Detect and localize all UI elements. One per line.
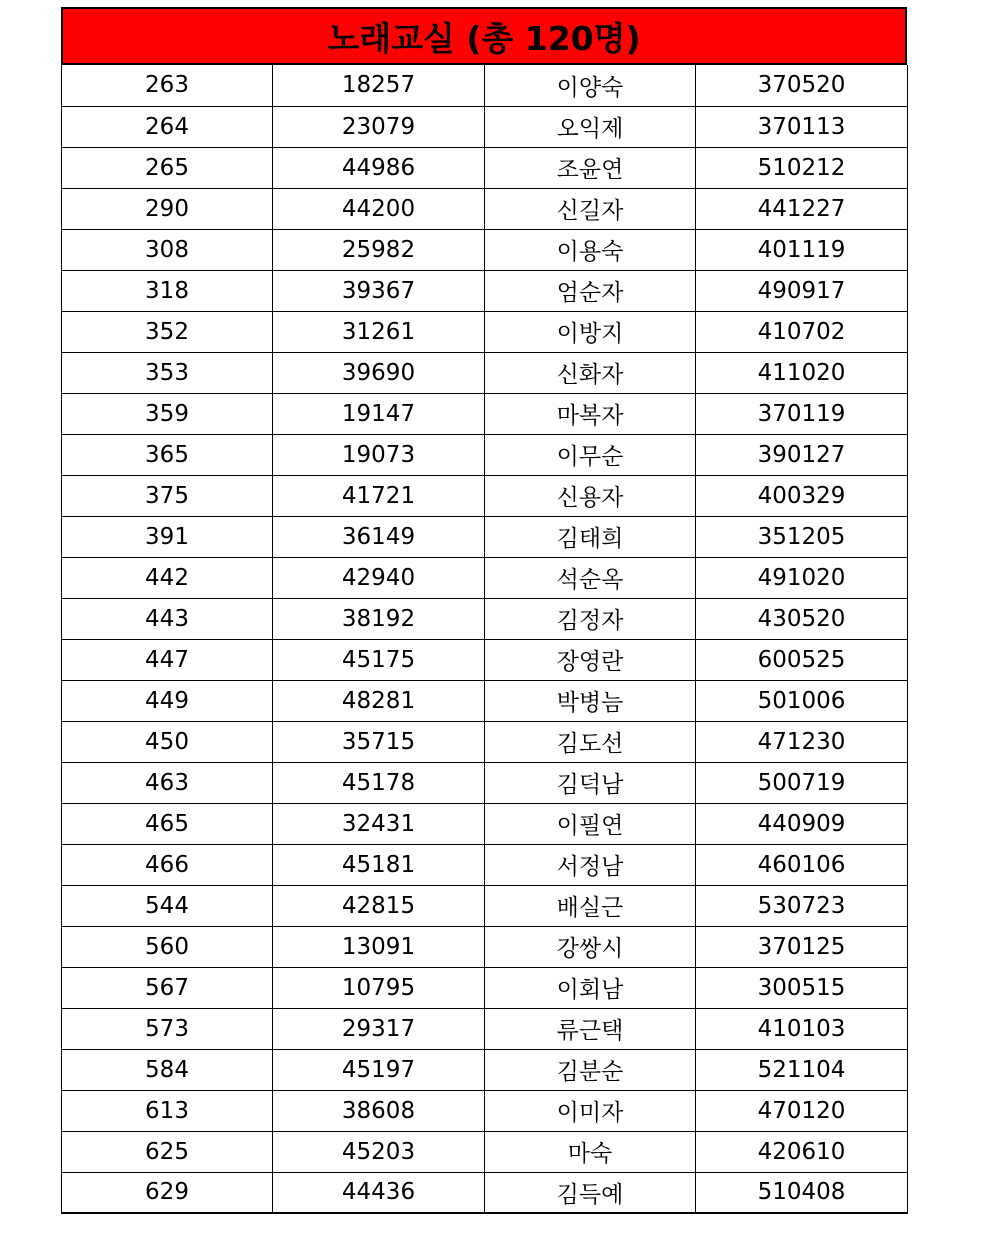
- id-number-cell: 48281: [273, 680, 485, 721]
- id-number-cell: 35715: [273, 721, 485, 762]
- id-number-cell: 10795: [273, 967, 485, 1008]
- member-name-cell: 강쌍시: [485, 926, 696, 967]
- id-number-cell: 42940: [273, 557, 485, 598]
- table-row: [62, 270, 908, 311]
- member-number-cell: 263: [62, 65, 273, 106]
- birth-date-cell: 490917: [696, 270, 908, 311]
- member-name-cell: 박병늠: [485, 680, 696, 721]
- roster-body: [62, 65, 908, 1213]
- id-number-cell: 45181: [273, 844, 485, 885]
- member-name-cell: 김분순: [485, 1049, 696, 1090]
- member-number-cell: 573: [62, 1008, 273, 1049]
- table-row: [62, 557, 908, 598]
- member-name-cell: 김득예: [485, 1172, 696, 1213]
- birth-date-cell: 470120: [696, 1090, 908, 1131]
- member-name-cell: 석순옥: [485, 557, 696, 598]
- birth-date-cell: 410702: [696, 311, 908, 352]
- id-number-cell: 39690: [273, 352, 485, 393]
- table-row: [62, 516, 908, 557]
- birth-date-cell: 370125: [696, 926, 908, 967]
- birth-date-cell: 400329: [696, 475, 908, 516]
- birth-date-cell: 370119: [696, 393, 908, 434]
- member-name-cell: 김정자: [485, 598, 696, 639]
- member-name-cell: 신길자: [485, 188, 696, 229]
- member-number-cell: 463: [62, 762, 273, 803]
- member-name-cell: 이미자: [485, 1090, 696, 1131]
- table-row: [62, 393, 908, 434]
- id-number-cell: 42815: [273, 885, 485, 926]
- birth-date-cell: 420610: [696, 1131, 908, 1172]
- id-number-cell: 29317: [273, 1008, 485, 1049]
- id-number-cell: 39367: [273, 270, 485, 311]
- roster-sheet: [61, 7, 907, 1214]
- id-number-cell: 18257: [273, 65, 485, 106]
- member-name-cell: 김태희: [485, 516, 696, 557]
- member-number-cell: 613: [62, 1090, 273, 1131]
- table-row: [62, 1172, 908, 1213]
- birth-date-cell: 500719: [696, 762, 908, 803]
- birth-date-cell: 530723: [696, 885, 908, 926]
- id-number-cell: 19147: [273, 393, 485, 434]
- member-name-cell: 신화자: [485, 352, 696, 393]
- sheet-title: 노래교실 (총 120명): [61, 7, 907, 65]
- member-name-cell: 엄순자: [485, 270, 696, 311]
- id-number-cell: 44200: [273, 188, 485, 229]
- member-number-cell: 450: [62, 721, 273, 762]
- birth-date-cell: 410103: [696, 1008, 908, 1049]
- member-number-cell: 359: [62, 393, 273, 434]
- member-number-cell: 352: [62, 311, 273, 352]
- table-row: [62, 188, 908, 229]
- id-number-cell: 45178: [273, 762, 485, 803]
- member-number-cell: 353: [62, 352, 273, 393]
- member-number-cell: 442: [62, 557, 273, 598]
- table-row: [62, 721, 908, 762]
- member-name-cell: 류근택: [485, 1008, 696, 1049]
- member-name-cell: 이무순: [485, 434, 696, 475]
- member-number-cell: 375: [62, 475, 273, 516]
- id-number-cell: 38608: [273, 1090, 485, 1131]
- id-number-cell: 25982: [273, 229, 485, 270]
- member-name-cell: 이방지: [485, 311, 696, 352]
- id-number-cell: 44986: [273, 147, 485, 188]
- member-number-cell: 629: [62, 1172, 273, 1213]
- table-row: [62, 475, 908, 516]
- member-name-cell: 이용숙: [485, 229, 696, 270]
- member-number-cell: 264: [62, 106, 273, 147]
- id-number-cell: 41721: [273, 475, 485, 516]
- member-name-cell: 신용자: [485, 475, 696, 516]
- id-number-cell: 44436: [273, 1172, 485, 1213]
- id-number-cell: 19073: [273, 434, 485, 475]
- birth-date-cell: 440909: [696, 803, 908, 844]
- member-name-cell: 김덕남: [485, 762, 696, 803]
- id-number-cell: 32431: [273, 803, 485, 844]
- member-number-cell: 365: [62, 434, 273, 475]
- birth-date-cell: 351205: [696, 516, 908, 557]
- birth-date-cell: 370520: [696, 65, 908, 106]
- birth-date-cell: 441227: [696, 188, 908, 229]
- member-name-cell: 이회남: [485, 967, 696, 1008]
- birth-date-cell: 460106: [696, 844, 908, 885]
- table-row: [62, 1008, 908, 1049]
- table-row: [62, 106, 908, 147]
- table-row: [62, 1090, 908, 1131]
- id-number-cell: 13091: [273, 926, 485, 967]
- id-number-cell: 38192: [273, 598, 485, 639]
- member-number-cell: 567: [62, 967, 273, 1008]
- member-name-cell: 마숙: [485, 1131, 696, 1172]
- member-number-cell: 443: [62, 598, 273, 639]
- table-row: [62, 639, 908, 680]
- birth-date-cell: 411020: [696, 352, 908, 393]
- birth-date-cell: 501006: [696, 680, 908, 721]
- member-name-cell: 이필연: [485, 803, 696, 844]
- member-name-cell: 서정남: [485, 844, 696, 885]
- id-number-cell: 45203: [273, 1131, 485, 1172]
- table-row: [62, 1131, 908, 1172]
- table-row: [62, 65, 908, 106]
- id-number-cell: 23079: [273, 106, 485, 147]
- table-row: [62, 803, 908, 844]
- table-row: [62, 1049, 908, 1090]
- member-number-cell: 447: [62, 639, 273, 680]
- member-number-cell: 584: [62, 1049, 273, 1090]
- birth-date-cell: 300515: [696, 967, 908, 1008]
- member-number-cell: 318: [62, 270, 273, 311]
- birth-date-cell: 370113: [696, 106, 908, 147]
- member-number-cell: 290: [62, 188, 273, 229]
- member-number-cell: 449: [62, 680, 273, 721]
- member-name-cell: 마복자: [485, 393, 696, 434]
- table-row: [62, 311, 908, 352]
- member-name-cell: 조윤연: [485, 147, 696, 188]
- table-row: [62, 352, 908, 393]
- table-row: [62, 598, 908, 639]
- birth-date-cell: 430520: [696, 598, 908, 639]
- member-name-cell: 김도선: [485, 721, 696, 762]
- member-name-cell: 장영란: [485, 639, 696, 680]
- birth-date-cell: 471230: [696, 721, 908, 762]
- birth-date-cell: 510408: [696, 1172, 908, 1213]
- member-number-cell: 544: [62, 885, 273, 926]
- id-number-cell: 45175: [273, 639, 485, 680]
- birth-date-cell: 401119: [696, 229, 908, 270]
- member-number-cell: 391: [62, 516, 273, 557]
- birth-date-cell: 600525: [696, 639, 908, 680]
- member-number-cell: 625: [62, 1131, 273, 1172]
- member-number-cell: 466: [62, 844, 273, 885]
- table-row: [62, 434, 908, 475]
- table-row: [62, 926, 908, 967]
- member-number-cell: 265: [62, 147, 273, 188]
- table-row: [62, 680, 908, 721]
- table-row: [62, 967, 908, 1008]
- birth-date-cell: 510212: [696, 147, 908, 188]
- birth-date-cell: 491020: [696, 557, 908, 598]
- birth-date-cell: 521104: [696, 1049, 908, 1090]
- member-name-cell: 오익제: [485, 106, 696, 147]
- id-number-cell: 45197: [273, 1049, 485, 1090]
- table-row: [62, 229, 908, 270]
- member-number-cell: 465: [62, 803, 273, 844]
- table-row: [62, 885, 908, 926]
- member-name-cell: 배실근: [485, 885, 696, 926]
- table-row: [62, 147, 908, 188]
- id-number-cell: 31261: [273, 311, 485, 352]
- member-number-cell: 560: [62, 926, 273, 967]
- id-number-cell: 36149: [273, 516, 485, 557]
- member-name-cell: 이양숙: [485, 65, 696, 106]
- birth-date-cell: 390127: [696, 434, 908, 475]
- table-row: [62, 844, 908, 885]
- table-row: [62, 762, 908, 803]
- member-number-cell: 308: [62, 229, 273, 270]
- roster-table: [61, 65, 908, 1214]
